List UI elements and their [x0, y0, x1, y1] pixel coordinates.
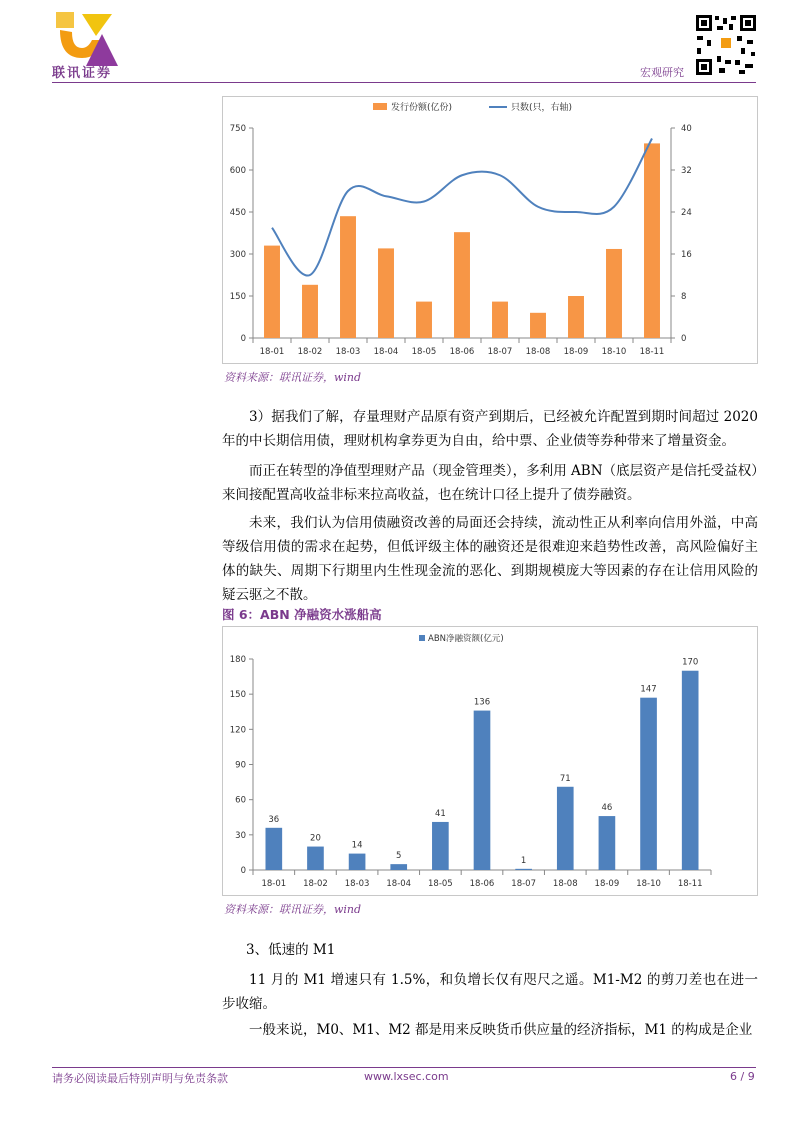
paragraph-1: 3）据我们了解，存量理财产品原有资产到期后，已经被允许配置到期时间超过 2020 年的中长期信用债，理财机构拿券更为自由，给中票、企业债等券种带来了增量资金。	[222, 409, 758, 449]
chart1-ytick-label: 600	[229, 166, 246, 176]
chart2-ytick-label: 60	[235, 795, 246, 806]
chart1-xtick-label: 18-09	[563, 347, 589, 357]
footer-divider	[52, 1067, 756, 1068]
chart1-ytick-label: 150	[229, 292, 246, 302]
paragraph-2: 而正在转型的净值型理财产品（现金管理类），多利用 ABN（底层资产是信托受益权）来间接配置高收益非标来拉高收益，也在统计口径上提升了债券融资。	[222, 463, 758, 503]
chart2-bar	[474, 711, 491, 870]
chart1-source: 资料来源：联讯证券，wind	[224, 371, 362, 384]
chart1-bar	[568, 296, 584, 338]
company-name: 联讯证券	[52, 66, 113, 81]
chart1-y2tick-label: 16	[681, 250, 692, 260]
paragraph-4: 11 月的 M1 增速只有 1.5%，和负增长仅有咫尺之遥。M1-M2 的剪刀差也在进一步收缩。	[222, 972, 758, 1012]
report-type: 宏观研究	[640, 66, 684, 79]
chart2-data-label: 5	[396, 851, 402, 862]
chart1-y2tick-label: 24	[681, 208, 692, 218]
chart2-xtick-label: 18-06	[469, 879, 495, 889]
chart2-data-label: 136	[473, 697, 491, 708]
chart1-legend-bar: 发行份额(亿份)	[391, 103, 453, 113]
chart2-xtick-label: 18-01	[261, 879, 287, 889]
chart1-svg	[223, 97, 757, 363]
chart2-bar	[515, 869, 532, 870]
chart2-bar	[640, 698, 657, 870]
chart2-ytick-label: 0	[240, 866, 246, 876]
chart2-data-label: 20	[310, 833, 321, 844]
chart2-bar	[432, 822, 449, 870]
paragraph-5: 一般来说，M0、M1、M2 都是用来反映货币供应量的经济指标，M1 的构成是企业	[249, 1022, 753, 1038]
chart1-ytick-label: 0	[240, 334, 246, 344]
chart2-data-label: 71	[559, 773, 571, 784]
chart2-ytick-label: 150	[229, 690, 246, 701]
chart1-bar	[378, 248, 394, 338]
chart1-y2tick-label: 0	[681, 334, 687, 344]
chart1-ytick-label: 750	[229, 124, 246, 134]
chart1-frame	[222, 96, 758, 364]
chart1-xtick-label: 18-06	[449, 347, 475, 357]
chart1-xtick-label: 18-10	[601, 347, 627, 357]
footer-url[interactable]: www.lxsec.com	[364, 1070, 449, 1083]
chart1-bar	[530, 313, 546, 338]
chart1-legend-bar-swatch	[373, 103, 387, 110]
chart2-frame	[222, 626, 758, 896]
header-divider	[52, 82, 756, 83]
chart1-xtick-label: 18-03	[335, 347, 361, 357]
chart2-legend-swatch	[419, 635, 425, 641]
chart1-xtick-label: 18-02	[297, 347, 323, 357]
chart1-ytick-label: 450	[229, 208, 246, 218]
chart1-legend-line: 只数(只，右轴)	[511, 103, 573, 113]
chart2-bar	[682, 671, 699, 870]
chart2-data-label: 46	[601, 803, 613, 814]
chart2-ytick-label: 30	[235, 830, 246, 841]
chart2-data-label: 1	[520, 855, 527, 866]
chart1-xtick-label: 18-05	[411, 347, 437, 357]
qr-code-icon	[695, 14, 757, 76]
chart2-xtick-label: 18-04	[386, 879, 412, 889]
chart1-xtick-label: 18-07	[487, 347, 513, 357]
chart2-bar	[390, 864, 407, 870]
chart2-xtick-label: 18-02	[303, 879, 328, 889]
chart1-bar	[340, 216, 356, 338]
section-heading: 3、低速的 M1	[246, 942, 336, 958]
chart1-xtick-label: 18-08	[525, 347, 551, 357]
chart1-bar	[454, 232, 470, 338]
page-number: 6 / 9	[730, 1070, 755, 1083]
chart1-bar	[644, 143, 660, 338]
chart2-xtick-label: 18-03	[344, 879, 370, 889]
chart2-source: 资料来源：联讯证券，wind	[224, 903, 362, 916]
chart2-data-label: 14	[351, 840, 363, 851]
chart2-bar	[265, 828, 282, 870]
chart1-bar	[492, 302, 508, 338]
chart1-bar	[416, 302, 432, 338]
figure-title: 图 6：ABN 净融资水涨船高	[222, 607, 382, 622]
chart2-svg	[223, 627, 757, 895]
chart2-bar	[349, 854, 366, 870]
chart2-xtick-label: 18-07	[511, 879, 536, 889]
chart1-bar	[302, 285, 318, 338]
chart1-bar	[606, 249, 622, 338]
chart2-xtick-label: 18-10	[636, 879, 661, 889]
chart2-data-label: 36	[268, 814, 280, 825]
footer-disclaimer[interactable]: 请务必阅读最后特别声明与免责条款	[52, 1072, 228, 1085]
chart2-ytick-label: 180	[229, 655, 246, 665]
chart2-xtick-label: 18-09	[594, 879, 620, 889]
chart2-ytick-label: 120	[229, 725, 246, 736]
chart2-xtick-label: 18-11	[677, 879, 703, 889]
chart1-y2tick-label: 40	[681, 124, 692, 134]
chart1-xtick-label: 18-04	[373, 347, 399, 357]
chart2-data-label: 147	[640, 684, 657, 695]
chart1-xtick-label: 18-11	[639, 347, 665, 357]
chart2-xtick-label: 18-05	[428, 879, 453, 889]
chart1-y2tick-label: 8	[681, 292, 687, 302]
chart2-bar	[307, 847, 324, 870]
chart2-data-label: 170	[682, 657, 699, 668]
chart1-y2tick-label: 32	[681, 166, 692, 176]
chart2-xtick-label: 18-08	[552, 879, 578, 889]
chart1-ytick-label: 300	[229, 250, 246, 260]
chart2-bar	[599, 816, 616, 870]
chart2-legend: ABN净融资额(亿元)	[428, 634, 504, 644]
chart1-bar	[264, 246, 280, 338]
paragraph-3: 未来，我们认为信用债融资改善的局面还会持续，流动性正从利率向信用外溢，中高等级信用债的需求在起势，但低评级主体的融资还是很难迎来趋势性改善，高风险偏好主体的缺失、周期下行期里内生性现金流的恶化、到期规模庞大等因素的存在让信用风险的疑云驱之不散。	[222, 515, 758, 603]
chart2-ytick-label: 90	[235, 760, 246, 771]
chart2-data-label: 41	[434, 808, 446, 819]
chart2-bar	[557, 787, 574, 870]
chart1-xtick-label: 18-01	[259, 347, 285, 357]
